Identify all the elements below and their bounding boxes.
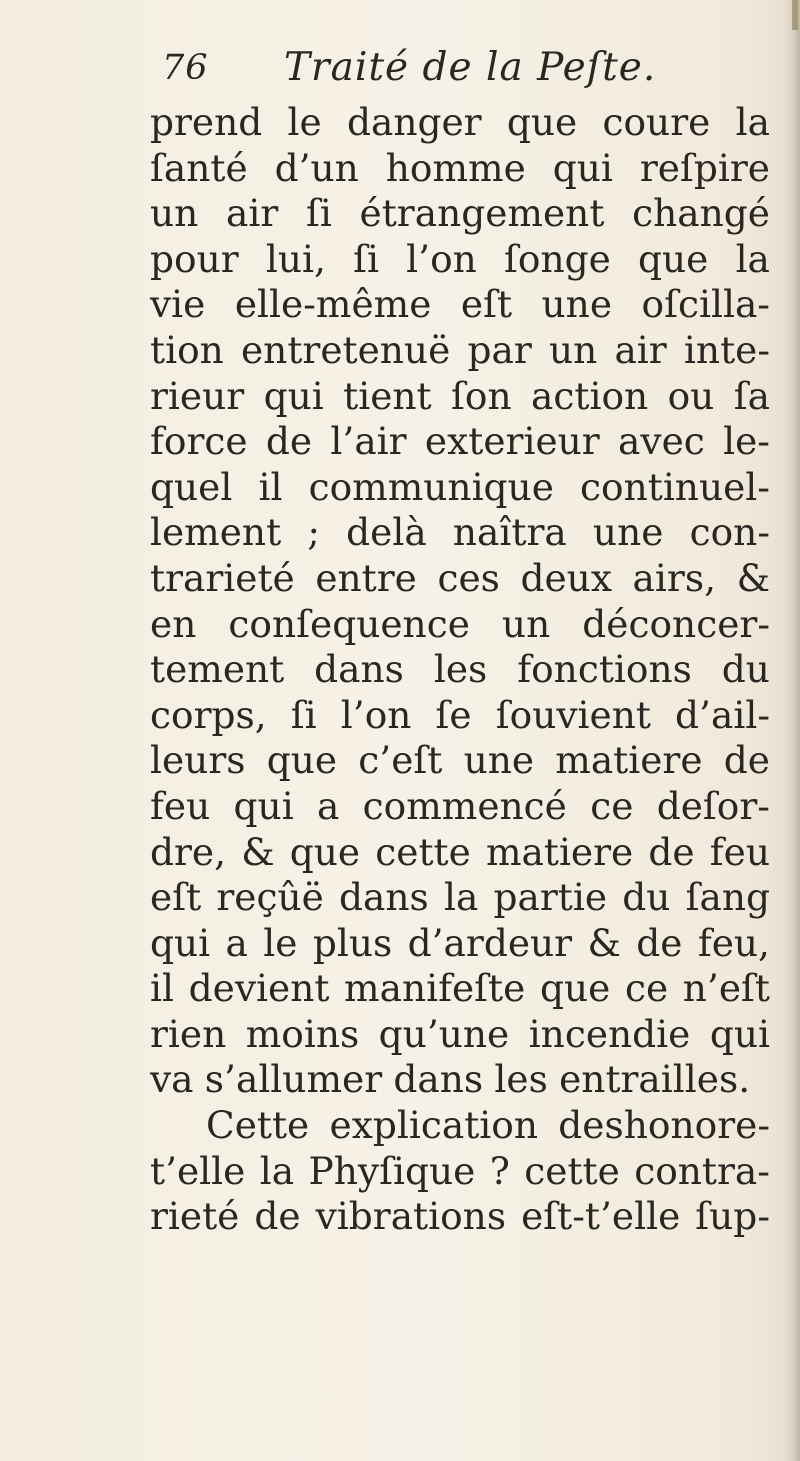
word: ou [667,373,715,418]
word: que [289,829,361,874]
text-line [150,328,770,374]
word: matiere [555,738,703,783]
word: plus [312,920,393,965]
word: rieur [150,373,245,418]
word: le- [723,419,770,464]
word: avec [618,419,705,464]
word: partie [493,875,608,920]
text-line [150,875,770,921]
word: que [506,100,578,144]
word: entrailles. [559,1057,751,1102]
word: de [254,1194,301,1239]
text-line [150,1012,770,1058]
word: Phyſique [308,1148,476,1193]
word: deux [520,555,612,600]
word: un [501,601,551,646]
word: ſe [435,692,472,737]
word: par [467,327,532,372]
word: la [443,875,479,920]
word: explication [329,1103,538,1148]
word: qu’une [378,1011,510,1056]
word: ſon [451,373,512,418]
word: une [541,282,613,327]
word: lui, [265,236,326,281]
word: con- [689,510,770,555]
word: de [265,419,313,464]
word: corps, [150,692,267,737]
word: de [636,920,683,965]
word: delà [346,510,427,555]
word: feu, [697,920,770,965]
word: eſt-t’elle [521,1194,681,1239]
text-line [150,419,770,465]
word: coure [602,100,711,144]
word: trarieté [150,555,295,600]
word: action [531,373,649,418]
word: dans [339,875,429,920]
word: la [735,100,770,144]
word: exterieur [424,419,600,464]
text-line [150,191,770,237]
word: l’on [406,236,477,281]
word: lement [150,510,282,555]
word: communique [308,464,554,509]
word: matiere [485,829,634,874]
word: elle-même [234,282,432,327]
word: eſt [460,282,513,327]
word: entre [315,555,417,600]
word: vie [150,282,206,327]
text-line [150,693,770,739]
body-text [150,100,770,1240]
page-number: 76 [162,48,209,88]
word: d’ail- [675,692,770,737]
word: de [723,738,770,783]
text-line [150,784,770,830]
word: qui [709,1011,770,1056]
word: d’un [274,145,359,190]
word: ſi [353,236,379,281]
word: dans [314,647,404,692]
word: eſt [150,875,202,920]
word: conſequence [228,601,470,646]
word: Cette [206,1103,310,1148]
word: ſi [305,191,332,236]
word: l’air [330,419,407,464]
word: continuel- [580,464,770,509]
word: quel [150,464,233,509]
word: n’eſt [682,966,770,1011]
text-line [150,465,770,511]
word: manifeſte [344,966,526,1011]
text-line [150,282,770,328]
word: s’allumer [204,1057,383,1102]
word: un [150,191,199,236]
word: tient [343,373,432,418]
word: leurs [150,738,246,783]
word: ces [437,555,500,600]
word: vibrations [315,1194,507,1239]
text-line [150,1194,770,1240]
word: du [721,647,770,692]
word: ſup- [695,1194,770,1239]
word: contra- [634,1148,770,1193]
word: ce [590,783,634,828]
word: étrangement [359,191,605,236]
word: la [259,1148,295,1193]
word: qui [150,920,211,965]
word: entretenuë [240,327,451,372]
word: la [735,236,770,281]
word: que [638,236,709,281]
text-line [150,738,770,784]
word: prend [150,100,263,144]
word: moins [245,1011,360,1056]
word: que [266,738,338,783]
word: t’elle [150,1148,246,1193]
word: les [433,647,488,692]
word: feu [709,829,770,874]
page-edge-shadow [782,0,800,1461]
word: qui [233,783,294,828]
word: a [225,920,248,965]
word: le [263,920,298,965]
word: inte- [683,327,770,372]
text-line [150,1103,770,1149]
text-line [150,374,770,420]
text-line [150,966,770,1012]
word: ſonge [504,236,611,281]
word: l’on [340,692,412,737]
word: reſpire [639,145,770,190]
word: cette [375,829,471,874]
word: va [150,1057,194,1102]
word: d’ardeur [407,920,573,965]
word: airs, [632,555,716,600]
word: du [622,875,671,920]
word: ſi [290,692,317,737]
text-line [150,921,770,967]
word: ſouvient [495,692,651,737]
text-line [150,1057,770,1103]
word: qui [263,373,324,418]
word: fonctions [517,647,692,692]
word: devient [188,966,330,1011]
word: qui [552,145,613,190]
word: reçûë [216,875,324,920]
word: cette [524,1148,620,1193]
word: air [226,191,279,236]
text-line [150,602,770,648]
word: ? [489,1148,510,1193]
word: air [614,327,667,372]
word: rieté [150,1194,240,1239]
word: danger [346,100,482,144]
word: tement [150,647,285,692]
text-line [150,556,770,602]
word: pour [150,236,239,281]
running-title: Traité de la Peſte. [284,45,657,90]
word: homme [385,145,526,190]
word: ſang [685,875,770,920]
word: oſcilla- [641,282,770,327]
word: & [587,920,621,965]
word: le [287,100,322,144]
text-line [150,510,770,556]
word: il [258,464,283,509]
word: que [539,966,611,1011]
word: un [548,327,598,372]
word: rien [150,1011,227,1056]
word: commencé [362,783,567,828]
text-line [150,830,770,876]
word: dre, [150,829,227,874]
text-line [150,100,770,146]
word: incendie [528,1011,691,1056]
word: deſor- [656,783,770,828]
word: ce [624,966,669,1011]
word: en [150,601,197,646]
text-line [150,1149,770,1195]
text-line [150,146,770,192]
text-line [150,237,770,283]
word: a [316,783,340,828]
word: force [150,419,248,464]
text-line [150,647,770,693]
word: feu [150,783,211,828]
word: une [592,510,664,555]
word: & [736,555,770,600]
word: & [241,829,275,874]
word: de [648,829,695,874]
word: ſa [733,373,770,418]
word: c’eſt [358,738,443,783]
word: une [463,738,535,783]
word: déconcer- [582,601,770,646]
word: il [150,966,174,1011]
word: changé [632,191,770,236]
word: naîtra [452,510,567,555]
word: les [494,1057,548,1102]
page-header [162,40,722,100]
word: ſanté [150,145,248,190]
word: tion [150,327,224,372]
word: deshonore- [558,1103,770,1148]
page-edge-mark [792,0,798,30]
word: ; [307,510,320,555]
word: dans [393,1057,484,1102]
